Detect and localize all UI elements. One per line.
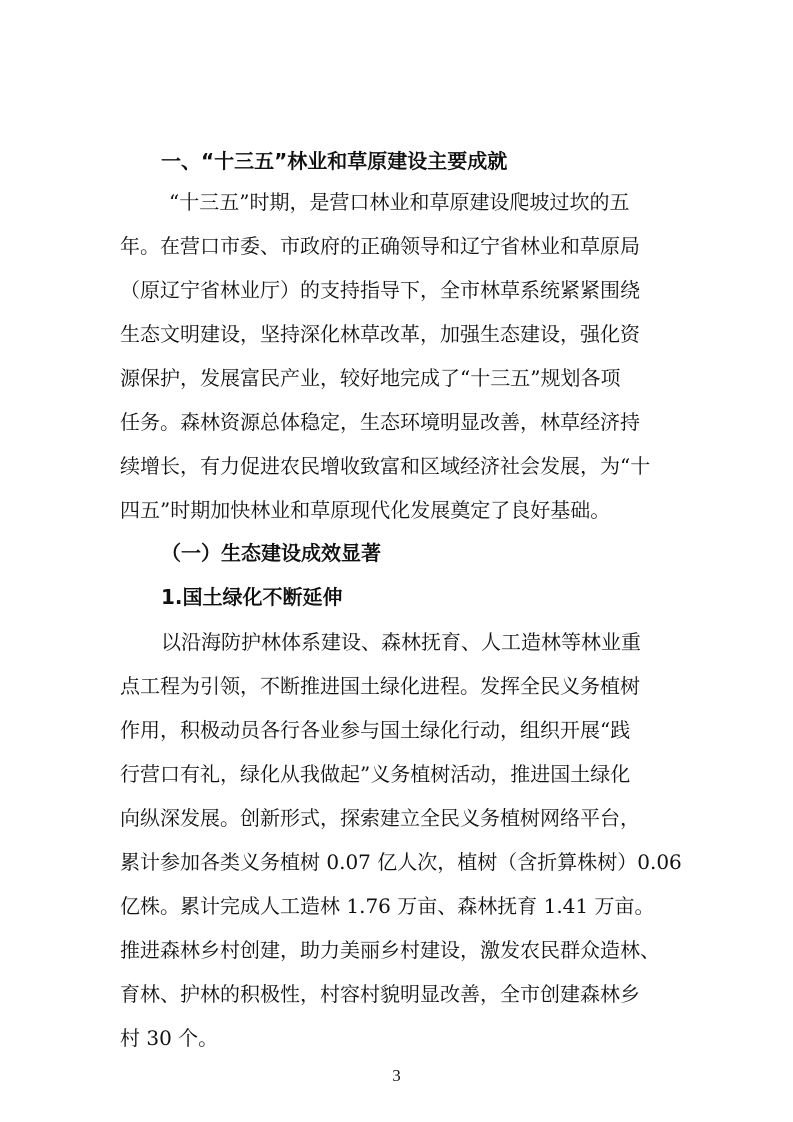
- paragraph-2-line-2: 点工程为引领，不断推进国土绿化进程。发挥全民义务植树: [120, 674, 640, 698]
- paragraph-2-line-7: 亿株。累计完成人工造林 1.76 万亩、森林抚育 1.41 万亩。: [120, 894, 655, 918]
- paragraph-2-line-9: 育林、护林的积极性，村容村貌明显改善，全市创建森林乡: [120, 982, 640, 1006]
- paragraph-1-line-2: 年。在营口市委、市政府的正确领导和辽宁省林业和草原局: [120, 234, 640, 258]
- paragraph-2-line-1: 以沿海防护林体系建设、森林抚育、人工造林等林业重: [161, 630, 641, 654]
- section-heading: 一、“十三五”林业和草原建设主要成就: [161, 149, 508, 173]
- paragraph-2-line-8: 推进森林乡村创建，助力美丽乡村建设，激发农民群众造林、: [120, 938, 660, 962]
- paragraph-1-line-6: 任务。森林资源总体稳定，生态环境明显改善，林草经济持: [120, 410, 640, 434]
- subsection-heading-1: （一）生态建设成效显著: [161, 541, 381, 565]
- paragraph-2-line-10: 村 30 个。: [120, 1026, 219, 1050]
- paragraph-1-line-5: 源保护，发展富民产业，较好地完成了“十三五”规划各项: [120, 366, 621, 390]
- paragraph-1-line-1: “十三五”时期，是营口林业和草原建设爬坡过坎的五: [169, 190, 630, 214]
- paragraph-2-line-5: 向纵深发展。创新形式，探索建立全民义务植树网络平台，: [120, 806, 640, 830]
- paragraph-2-line-3: 作用，积极动员各行各业参与国土绿化行动，组织开展“践: [120, 718, 631, 742]
- paragraph-1-line-7: 续增长，有力促进农民增收致富和区域经济社会发展，为“十: [120, 454, 651, 478]
- page-number: 3: [392, 1066, 401, 1085]
- paragraph-1-line-4: 生态文明建设，坚持深化林草改革，加强生态建设，强化资: [120, 322, 640, 346]
- subsection-heading-2: 1.国土绿化不断延伸: [161, 585, 343, 609]
- paragraph-1-line-8: 四五”时期加快林业和草原现代化发展奠定了良好基础。: [120, 498, 611, 522]
- paragraph-2-line-4: 行营口有礼，绿化从我做起”义务植树活动，推进国土绿化: [120, 762, 631, 786]
- paragraph-2-line-6: 累计参加各类义务植树 0.07 亿人次，植树（含折算株树）0.06: [120, 850, 682, 874]
- paragraph-1-line-3: （原辽宁省林业厅）的支持指导下，全市林草系统紧紧围绕: [120, 278, 640, 302]
